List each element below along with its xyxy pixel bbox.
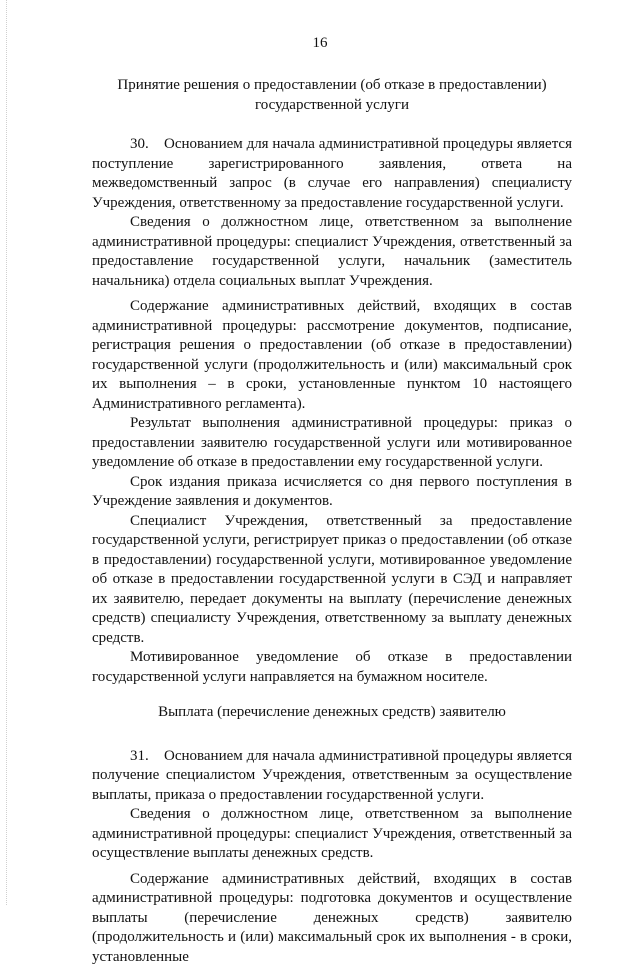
paragraph-31-basis: 31. Основанием для начала административной процедуры является получение специалистом Учреждения, ответственным за осуществление выплаты, приказа о предоставлении государственной услуги. bbox=[92, 747, 572, 806]
document-body bbox=[92, 76, 572, 967]
page-number: 16 bbox=[0, 34, 640, 52]
paragraph-30-basis: 30. Основанием для начала административной процедуры является поступление зарегистрированного заявления, ответа на межведомственный запрос (в случае его направления) специалисту Учреждения, ответственному за предоставление государственной услуги. bbox=[92, 135, 572, 213]
paragraph-registration: Специалист Учреждения, ответственный за предоставление государственной услуги, регистрирует приказ о предоставлении (об отказе в предоставлении) государственной услуги, мотивированное уведомление об отказе в предоставлении государственной услуги в СЭД и направляет их заявителю, передает документы на выплату (перечисление денежных средств) специалисту Учреждения, ответственному за выплату денежных средств. bbox=[92, 512, 572, 649]
section-heading-payment: Выплата (перечисление денежных средств) заявителю bbox=[92, 703, 572, 723]
paragraph-result: Результат выполнения административной процедуры: приказ о предоставлении заявителю государственной услуги или мотивированное уведомление об отказе в предоставлении ему государственной услуги. bbox=[92, 414, 572, 473]
paragraph-order-term: Срок издания приказа исчисляется со дня первого поступления в Учреждение заявления и документов. bbox=[92, 473, 572, 512]
scan-edge-line bbox=[6, 0, 7, 905]
section-heading-line: государственной услуги bbox=[92, 96, 572, 116]
section-heading-line: Принятие решения о предоставлении (об отказе в предоставлении) bbox=[92, 76, 572, 96]
paragraph-admin-actions: Содержание административных действий, входящих в состав административной процедуры: рассмотрение документов, подписание, регистрация решения о предоставлении (об отказе в предоставлении) государственной услуги (продолжительность и (или) максимальный срок их выполнения – в сроки, установленные пунктом 10 настоящего Административного регламента). bbox=[92, 297, 572, 414]
section-heading-decision bbox=[92, 76, 572, 115]
paragraph-refusal-notice: Мотивированное уведомление об отказе в предоставлении государственной услуги направляется на бумажном носителе. bbox=[92, 648, 572, 687]
paragraph-payment-official: Сведения о должностном лице, ответственном за выполнение административной процедуры: специалист Учреждения, ответственный за осуществление выплаты денежных средств. bbox=[92, 805, 572, 864]
paragraph-payment-actions: Содержание административных действий, входящих в состав административной процедуры: подготовка документов и осуществление выплаты (перечисление денежных средств) заявителю (продолжительность и (или) максимальный срок их выполнения - в сроки, установленные bbox=[92, 870, 572, 967]
paragraph-responsible-official: Сведения о должностном лице, ответственном за выполнение административной процедуры: специалист Учреждения, ответственный за предоставление государственной услуги, начальник (заместитель начальника) отдела социальных выплат Учреждения. bbox=[92, 213, 572, 291]
